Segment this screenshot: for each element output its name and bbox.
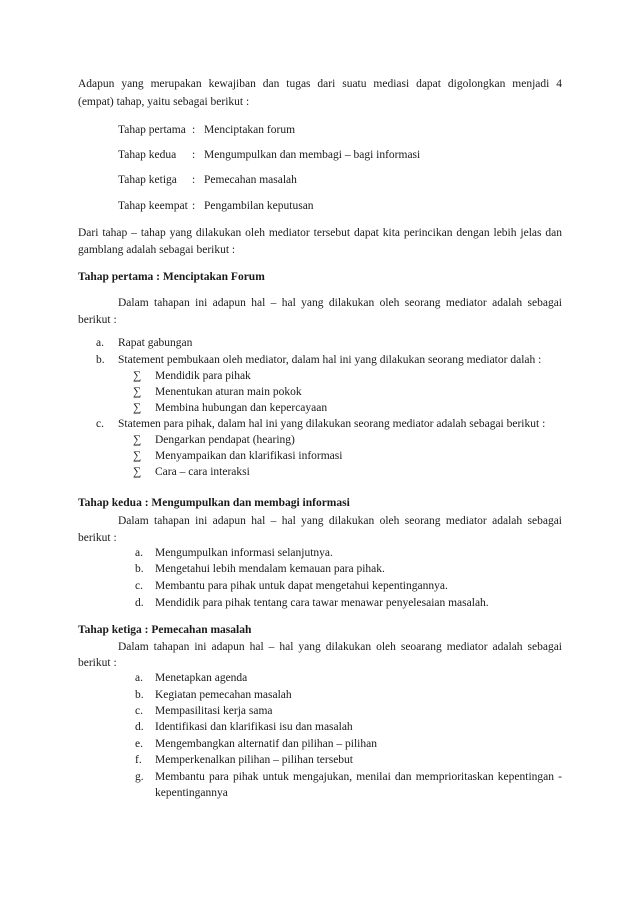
stage-label: Tahap ketiga [118, 174, 177, 186]
list-marker: b. [96, 354, 105, 366]
stage-value: Mengumpulkan dan membagi – bagi informasi [204, 149, 421, 161]
stage-value: Menciptakan forum [204, 124, 296, 136]
intro-line-2: (empat) tahap, yaitu sebagai berikut : [78, 96, 250, 108]
list-item: Kegiatan pemecahan masalah [155, 689, 292, 701]
list-item: Rapat gabungan [118, 337, 193, 349]
list-marker: b. [135, 689, 144, 701]
section-paragraph-line-1: Dalam tahapan ini adapun hal – hal yang dilakukan oleh seorang mediator adalah sebagai [118, 297, 562, 309]
section-paragraph-line-1: Dalam tahapan ini adapun hal – hal yang dilakukan oleh seorang mediator adalah sebagai [118, 515, 562, 527]
list-marker: b. [135, 563, 144, 575]
stage-label: Tahap keempat [118, 200, 188, 212]
list-item: Statemen para pihak, dalam hal ini yang dilakukan seorang mediator adalah sebagai berikut : [118, 418, 546, 430]
bullet-icon: ∑ [133, 466, 142, 478]
list-item: Menetapkan agenda [155, 672, 248, 684]
list-marker: a. [96, 337, 104, 349]
list-item: Identifikasi dan klarifikasi isu dan masalah [155, 721, 353, 733]
list-item-continuation: kepentingannya [155, 787, 228, 799]
detail-intro-line-2: gamblang adalah sebagai berikut : [78, 244, 236, 256]
list-item: Mengetahui lebih mendalam kemauan para pihak. [155, 563, 385, 575]
section-paragraph-line-2: berikut : [78, 314, 117, 326]
list-marker: d. [135, 597, 144, 609]
stage-separator: : [192, 149, 196, 161]
intro-line-1: Adapun yang merupakan kewajiban dan tugas dari suatu mediasi dapat digolongkan menjadi 4 [78, 78, 562, 90]
stage-value: Pengambilan keputusan [204, 200, 314, 212]
list-item: Mengembangkan alternatif dan pilihan – pilihan [155, 738, 377, 750]
list-item: Membantu para pihak untuk dapat mengetahui kepentingannya. [155, 580, 448, 592]
list-marker: g. [135, 771, 144, 783]
section-heading: Tahap kedua : Mengumpulkan dan membagi informasi [78, 497, 350, 509]
list-marker: d. [135, 721, 144, 733]
bullet-item: Menyampaikan dan klarifikasi informasi [155, 450, 343, 462]
bullet-item: Dengarkan pendapat (hearing) [155, 434, 295, 446]
stage-separator: : [192, 174, 196, 186]
stage-label: Tahap kedua [118, 149, 177, 161]
section-paragraph-line-1: Dalam tahapan ini adapun hal – hal yang dilakukan oleh seoarang mediator adalah sebagai [118, 641, 562, 653]
list-marker: a. [135, 672, 143, 684]
section-heading: Tahap ketiga : Pemecahan masalah [78, 624, 252, 636]
list-item: Statement pembukaan oleh mediator, dalam hal ini yang dilakukan seorang mediator dalah : [118, 354, 542, 366]
section-heading: Tahap pertama : Menciptakan Forum [78, 271, 265, 283]
list-marker: c. [96, 418, 104, 430]
list-item: Mempasilitasi kerja sama [155, 705, 273, 717]
bullet-item: Cara – cara interaksi [155, 466, 250, 478]
list-marker: c. [135, 580, 143, 592]
list-item: Mendidik para pihak tentang cara tawar menawar penyelesaian masalah. [155, 597, 489, 609]
bullet-icon: ∑ [133, 386, 142, 398]
list-marker: c. [135, 705, 143, 717]
list-marker: a. [135, 547, 143, 559]
stage-separator: : [192, 200, 196, 212]
list-item: Memperkenalkan pilihan – pilihan tersebut [155, 754, 353, 766]
bullet-icon: ∑ [133, 402, 142, 414]
detail-intro-line-1: Dari tahap – tahap yang dilakukan oleh mediator tersebut dapat kita perincikan dengan lebih jelas dan [78, 227, 562, 239]
bullet-item: Menentukan aturan main pokok [155, 386, 302, 398]
bullet-icon: ∑ [133, 450, 142, 462]
section-paragraph-line-2: berikut : [78, 532, 117, 544]
section-paragraph-line-2: berikut : [78, 657, 117, 669]
list-marker: f. [135, 754, 142, 766]
stage-separator: : [192, 124, 196, 136]
list-marker: e. [135, 738, 143, 750]
bullet-icon: ∑ [133, 434, 142, 446]
bullet-icon: ∑ [133, 370, 142, 382]
stage-value: Pemecahan masalah [204, 174, 297, 186]
bullet-item: Mendidik para pihak [155, 370, 251, 382]
list-item: Mengumpulkan informasi selanjutnya. [155, 547, 333, 559]
bullet-item: Membina hubungan dan kepercayaan [155, 402, 328, 414]
list-item: Membantu para pihak untuk mengajukan, menilai dan memprioritaskan kepentingan - [155, 771, 562, 783]
stage-label: Tahap pertama [118, 124, 186, 136]
